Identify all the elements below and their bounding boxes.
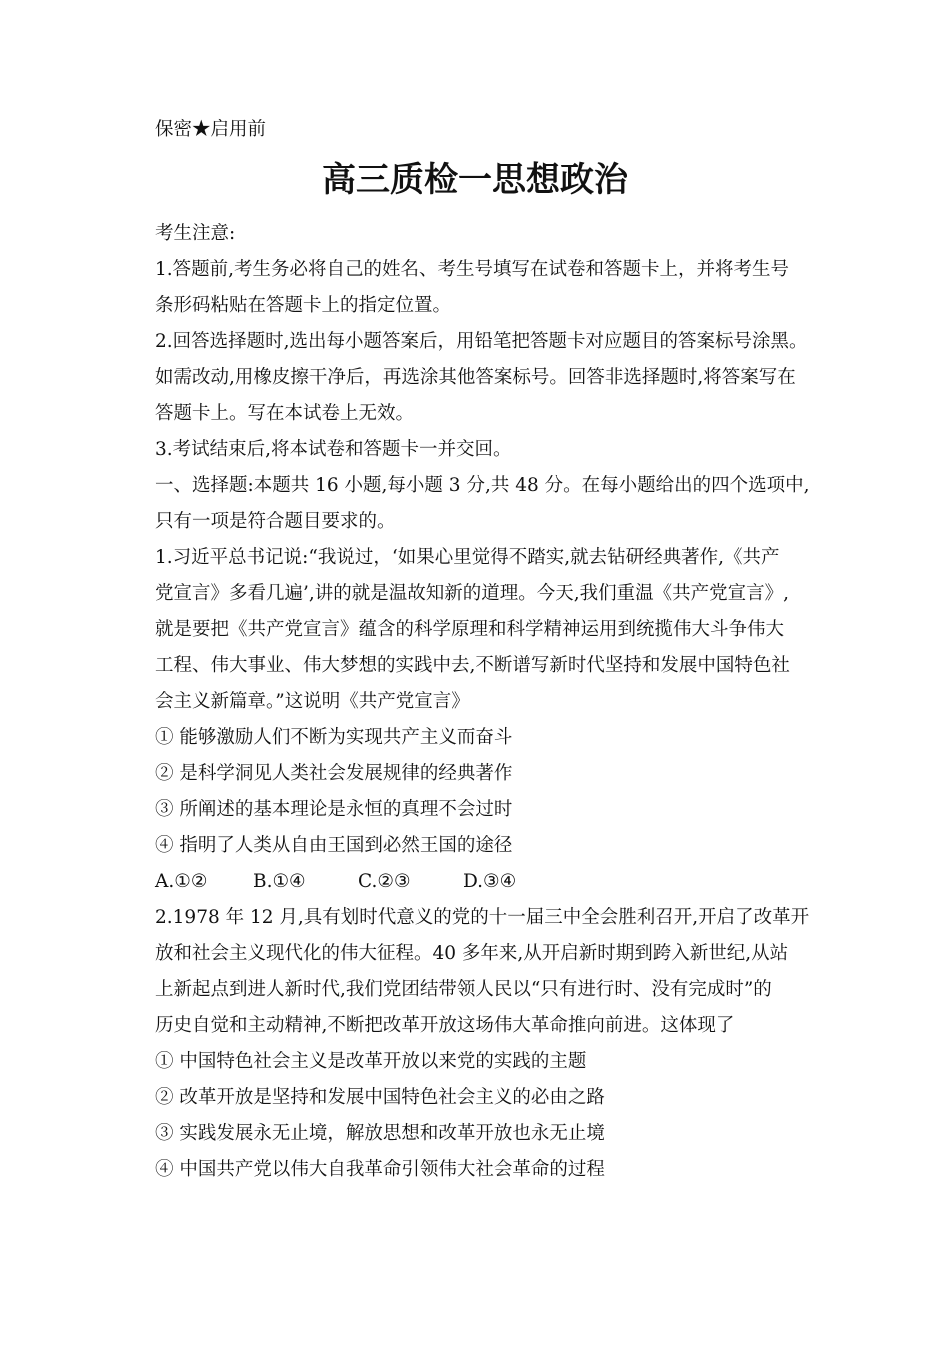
notice-heading: 考生注意:: [155, 223, 236, 244]
section-heading: 一、选择题:本题共 16 小题,每小题 3 分,共 48 分。在每小题给出的四个选项中,: [155, 475, 810, 496]
question-2-stem: 上新起点到进人新时代,我们党团结带领人民以“只有进行时、没有完成时”的: [155, 979, 772, 1000]
notice-line: 3.考试结束后,将本试卷和答题卡一并交回。: [155, 439, 512, 460]
answer-choice-c: C.②③: [358, 871, 411, 892]
answer-choice-d: D.③④: [463, 871, 517, 892]
question-2-option: ② 改革开放是坚持和发展中国特色社会主义的必由之路: [155, 1087, 605, 1108]
notice-line: 1.答题前,考生务必将自己的姓名、考生号填写在试卷和答题卡上，并将考生号: [155, 259, 790, 280]
question-2-stem: 历史自觉和主动精神,不断把改革开放这场伟大革命推向前进。这体现了: [155, 1015, 735, 1036]
answer-choice-b: B.①④: [253, 871, 306, 892]
question-1-answers: [155, 870, 516, 894]
question-2-option: ④ 中国共产党以伟大自我革命引领伟大社会革命的过程: [155, 1159, 605, 1180]
question-2-stem: 放和社会主义现代化的伟大征程。40 多年来,从开启新时期到跨入新世纪,从站: [155, 943, 789, 964]
notice-line: 条形码粘贴在答题卡上的指定位置。: [155, 295, 452, 316]
notice-line: 如需改动,用橡皮擦干净后，再选涂其他答案标号。回答非选择题时,将答案写在: [155, 367, 796, 388]
page-title: 高三质检一思想政治: [322, 160, 628, 200]
question-1-option: ② 是科学洞见人类社会发展规律的经典著作: [155, 763, 513, 784]
notice-line: 答题卡上。写在本试卷上无效。: [155, 403, 415, 424]
question-1-stem: 会主义新篇章。”这说明《共产党宣言》: [155, 691, 470, 712]
question-1-stem: 工程、伟大事业、伟大梦想的实践中去,不断谱写新时代坚持和发展中国特色社: [155, 655, 790, 676]
confidential-label: 保密★启用前: [155, 119, 267, 140]
question-1-stem: 1.习近平总书记说:“我说过，‘如果心里觉得不踏实,就去钻研经典著作,《共产: [155, 547, 780, 568]
question-2-stem: 2.1978 年 12 月,具有划时代意义的党的十一届三中全会胜利召开,开启了改革开: [155, 907, 810, 928]
section-heading: 只有一项是符合题目要求的。: [155, 511, 396, 532]
question-1-stem: 党宣言》多看几遍’,讲的就是温故知新的道理。今天,我们重温《共产党宣言》,: [155, 583, 790, 604]
notice-line: 2.回答选择题时,选出每小题答案后，用铅笔把答题卡对应题目的答案标号涂黑。: [155, 331, 808, 352]
question-1-option: ① 能够激励人们不断为实现共产主义而奋斗: [155, 727, 513, 748]
question-2-option: ① 中国特色社会主义是改革开放以来党的实践的主题: [155, 1051, 587, 1072]
question-1-stem: 就是要把《共产党宣言》蕴含的科学原理和科学精神运用到统揽伟大斗争伟大: [155, 619, 785, 640]
question-1-option: ④ 指明了人类从自由王国到必然王国的途径: [155, 835, 513, 856]
answer-choice-a: A.①②: [155, 871, 208, 892]
question-1-option: ③ 所阐述的基本理论是永恒的真理不会过时: [155, 799, 513, 820]
question-2-option: ③ 实践发展永无止境，解放思想和改革开放也永无止境: [155, 1123, 605, 1144]
